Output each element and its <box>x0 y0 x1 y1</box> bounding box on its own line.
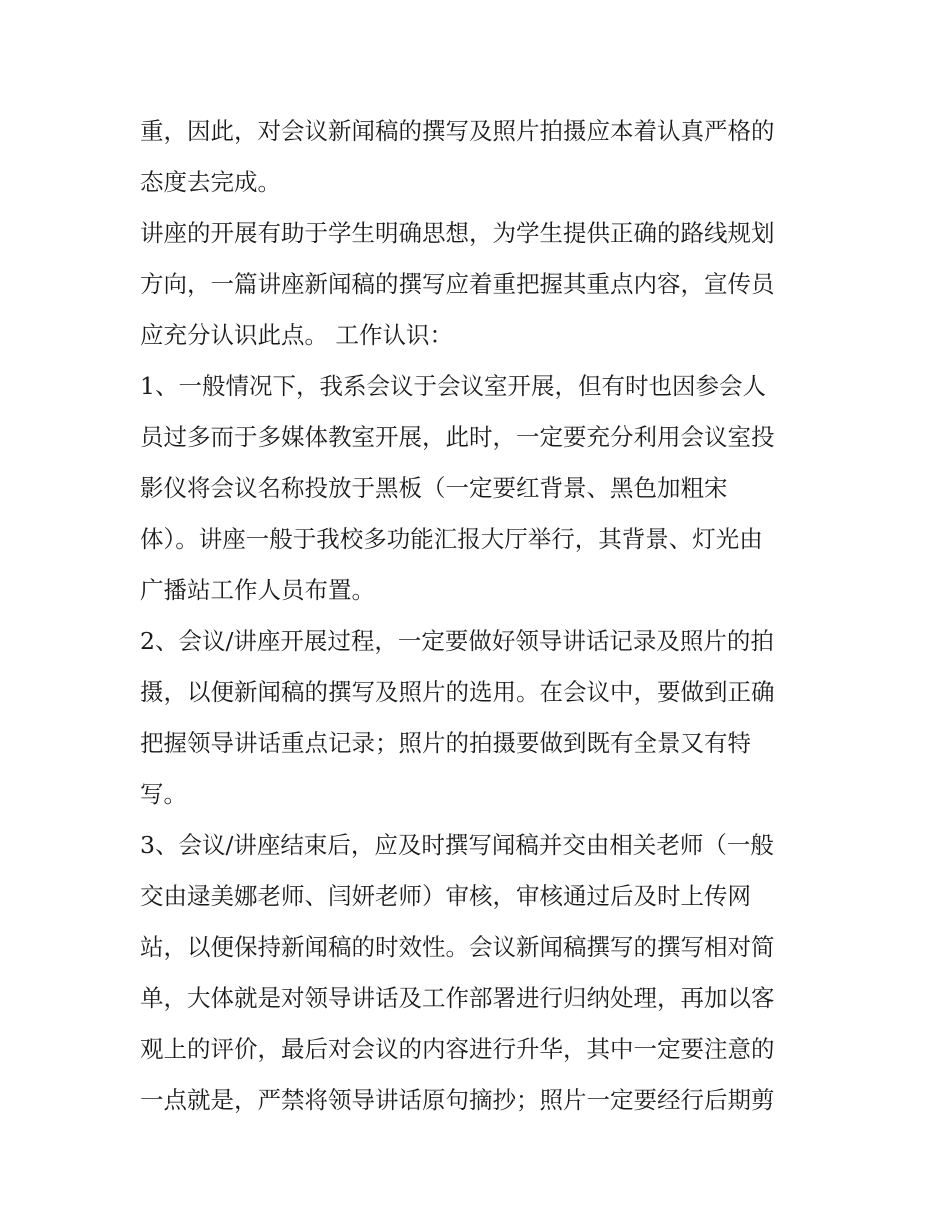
text-line: 写。 <box>140 780 187 808</box>
text-line: 方向，一篇讲座新闻稿的撰写应着重把握其重点内容，宣传员 <box>140 270 775 298</box>
body-text <box>140 106 820 1126</box>
text-line: 摄，以便新闻稿的撰写及照片的选用。在会议中，要做到正确 <box>140 678 775 706</box>
text-line: 体）。讲座一般于我校多功能汇报大厅举行，其背景、灯光由 <box>140 525 763 553</box>
text-line: 交由逯美娜老师、闫妍老师）审核，审核通过后及时上传网 <box>140 882 751 910</box>
text-line: 广播站工作人员布置。 <box>140 576 375 604</box>
text-line: 观上的评价，最后对会议的内容进行升华，其中一定要注意的 <box>140 1035 775 1063</box>
text-line: 重，因此，对会议新闻稿的撰写及照片拍摄应本着认真严格的 <box>140 117 775 145</box>
text-line: 把握领导讲话重点记录；照片的拍摄要做到既有全景又有特 <box>140 729 751 757</box>
text-line: 2、会议/讲座开展过程，一定要做好领导讲话记录及照片的拍 <box>140 627 774 655</box>
text-line: 1、一般情况下，我系会议于会议室开展，但有时也因参会人 <box>140 372 766 400</box>
text-line: 应充分认识此点。 工作认识： <box>140 321 453 349</box>
text-line: 讲座的开展有助于学生明确思想，为学生提供正确的路线规划 <box>140 219 775 247</box>
text-line: 单，大体就是对领导讲话及工作部署进行归纳处理，再加以客 <box>140 984 775 1012</box>
text-line: 影仪将会议名称投放于黑板（一定要红背景、黑色加粗宋 <box>140 474 728 502</box>
text-line: 3、会议/讲座结束后，应及时撰写闻稿并交由相关老师（一般 <box>140 831 774 859</box>
text-line: 一点就是，严禁将领导讲话原句摘抄；照片一定要经行后期剪 <box>140 1086 775 1114</box>
text-line: 员过多而于多媒体教室开展，此时，一定要充分利用会议室投 <box>140 423 775 451</box>
text-line: 站，以便保持新闻稿的时效性。会议新闻稿撰写的撰写相对简 <box>140 933 775 961</box>
text-line: 态度去完成。 <box>140 168 281 196</box>
